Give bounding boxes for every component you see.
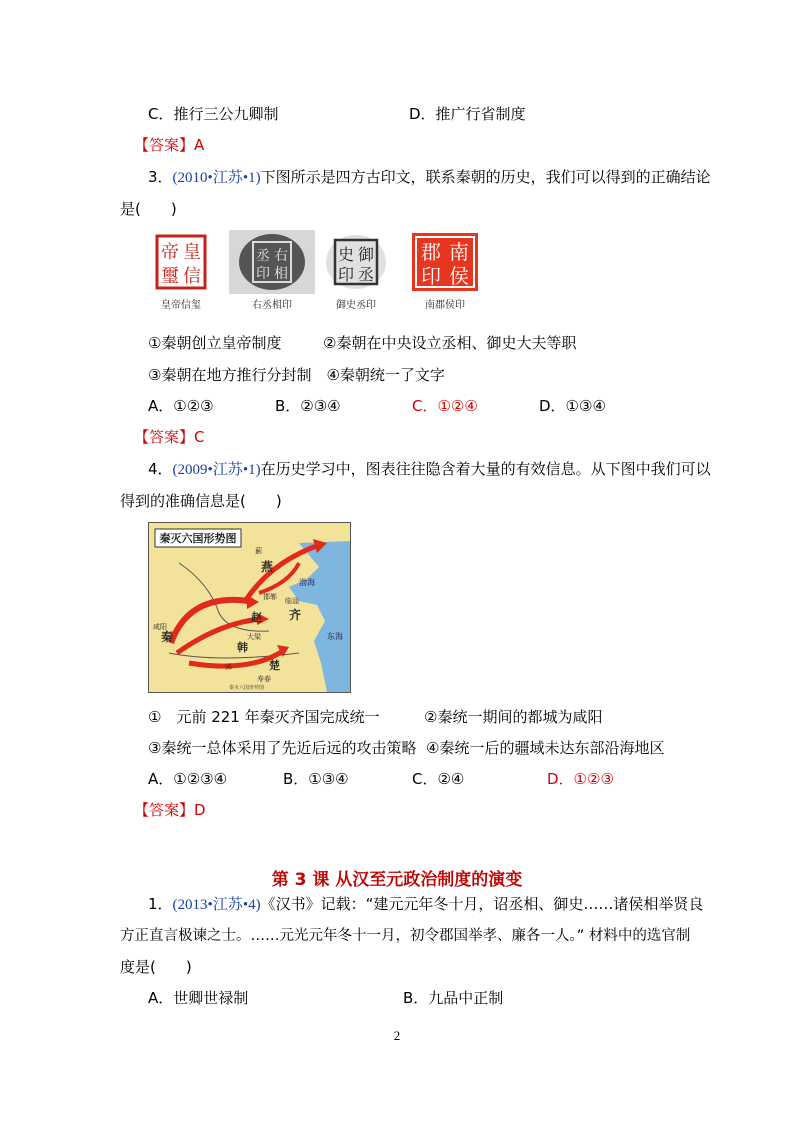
q4-stem-line2: 得到的准确信息是( )	[120, 492, 282, 510]
q4-statement-3: ③秦统一总体采用了先近后远的攻击策略	[148, 739, 417, 757]
answer-value: C	[194, 428, 205, 446]
l3q1-stem-line2: 方正直言极谏之士。……元光元年冬十一月，初令郡国举孝、廉各一人。” 材料中的选官制	[120, 928, 691, 944]
svg-text:帝: 帝	[161, 242, 179, 263]
svg-text:史: 史	[337, 245, 355, 264]
q4-option-d: D．①②③	[547, 770, 614, 788]
svg-text:东海: 东海	[327, 632, 343, 641]
seal-youchengxiang	[229, 230, 315, 311]
svg-text:齐: 齐	[289, 608, 302, 622]
svg-text:秦灭六国形势图: 秦灭六国形势图	[229, 685, 265, 691]
page-number: 2	[393, 1028, 401, 1043]
q4-option-a: A．①②③④	[148, 770, 228, 788]
q3-option-d: D．①③④	[539, 397, 606, 415]
svg-text:临淄: 临淄	[285, 597, 299, 605]
question-text: 《汉书》记载：“建元元年冬十月，诏丞相、御史……诸侯相举贤良	[260, 895, 704, 913]
svg-text:丞: 丞	[256, 248, 270, 264]
svg-text:郡: 郡	[421, 240, 441, 264]
q3-statement-1: ①秦朝创立皇帝制度	[148, 334, 282, 352]
svg-text:御: 御	[357, 245, 375, 264]
seal-image	[229, 230, 315, 294]
lesson-heading: 第 3 课 从汉至元政治制度的演变	[271, 870, 523, 890]
seal-caption: 右丞相印	[252, 300, 292, 311]
svg-text:皇: 皇	[183, 242, 201, 263]
question-number: 1．	[148, 895, 173, 913]
answer-label: 【答案】	[134, 428, 195, 446]
question-source: (2013•江苏•4)	[172, 897, 261, 913]
svg-text:信: 信	[183, 266, 201, 287]
map-title: 秦灭六国形势图	[159, 532, 237, 545]
qin-conquest-map	[148, 522, 351, 693]
q3-stem-line2: 是( )	[120, 200, 177, 218]
l3q1-option-b: B．九品中正制	[403, 989, 504, 1007]
svg-text:蓟: 蓟	[255, 547, 262, 555]
q3-statement-2: ②秦朝在中央设立丞相、御史大夫等职	[323, 334, 577, 352]
svg-text:燕: 燕	[261, 560, 274, 574]
seal-caption: 皇帝信玺	[161, 300, 201, 311]
svg-text:丞: 丞	[357, 265, 375, 284]
q4-stem-line1	[148, 458, 711, 479]
l3q1-option-a: A．世卿世禄制	[148, 989, 249, 1007]
svg-text:大梁: 大梁	[247, 633, 261, 641]
seal-image	[317, 230, 395, 294]
answer-value: A	[194, 136, 205, 154]
q4-option-c: C．②④	[412, 770, 465, 788]
seal-image	[147, 230, 215, 294]
question-source: (2010•江苏•1)	[172, 170, 261, 186]
q4-statement-4: ④秦统一后的疆域未达东部沿海地区	[426, 739, 665, 757]
seal-caption: 御史丞印	[336, 300, 376, 311]
svg-text:印: 印	[421, 264, 441, 288]
svg-text:秦: 秦	[161, 630, 174, 644]
svg-text:侯: 侯	[449, 264, 469, 288]
svg-text:寿春: 寿春	[257, 675, 271, 683]
svg-text:相: 相	[274, 266, 288, 282]
svg-text:南: 南	[449, 240, 469, 264]
svg-text:璽: 璽	[161, 266, 179, 287]
question-number: 3．	[148, 168, 173, 186]
svg-text:咸阳: 咸阳	[153, 623, 167, 631]
svg-text:郢: 郢	[225, 663, 232, 671]
question-number: 4．	[148, 460, 173, 478]
q4-statement-2: ②秦统一期间的都城为咸阳	[424, 708, 603, 726]
svg-text:楚: 楚	[269, 659, 280, 672]
answer-value: D	[194, 801, 206, 819]
q4-option-b: B．①③④	[283, 770, 349, 788]
svg-text:韩: 韩	[237, 641, 248, 654]
q4-statement-1: ① 元前 221 年秦灭齐国完成统一	[148, 708, 380, 726]
q3-option-a: A．①②③	[148, 397, 214, 415]
svg-text:印: 印	[337, 265, 355, 284]
svg-text:渤海: 渤海	[299, 578, 315, 587]
q4-answer	[134, 799, 206, 820]
svg-text:邯郸: 邯郸	[263, 593, 277, 601]
seal-huangdi	[147, 230, 215, 311]
svg-text:赵: 赵	[251, 611, 262, 624]
seal-nanjunhou	[404, 230, 486, 311]
seal-caption: 南郡侯印	[425, 300, 465, 311]
answer-label: 【答案】	[134, 801, 195, 819]
seal-image	[404, 230, 486, 294]
question-text: 下图所示是四方古印文，联系秦朝的历史，我们可以得到的正确结论	[260, 168, 711, 186]
question-source: (2009•江苏•1)	[172, 462, 261, 478]
q3-answer	[134, 426, 205, 447]
question-text: 在历史学习中，图表往往隐含着大量的有效信息。从下图中我们可以	[260, 460, 711, 478]
l3q1-stem-line3: 度是( )	[120, 958, 192, 976]
q3-stem-line1	[148, 166, 711, 187]
q3-statement-3-4: ③秦朝在地方推行分封制 ④秦朝统一了文字	[148, 366, 445, 384]
svg-text:右: 右	[274, 248, 288, 264]
q2-answer	[134, 134, 204, 155]
answer-label: 【答案】	[134, 136, 195, 154]
q2-option-c: C．推行三公九卿制	[148, 105, 279, 123]
q2-option-d: D．推广行省制度	[409, 105, 526, 123]
svg-text:印: 印	[256, 266, 270, 282]
l3q1-stem-line1	[148, 893, 703, 914]
seal-yushicheng	[317, 230, 395, 311]
q3-option-b: B．②③④	[275, 397, 341, 415]
q3-option-c: C．①②④	[412, 397, 478, 415]
